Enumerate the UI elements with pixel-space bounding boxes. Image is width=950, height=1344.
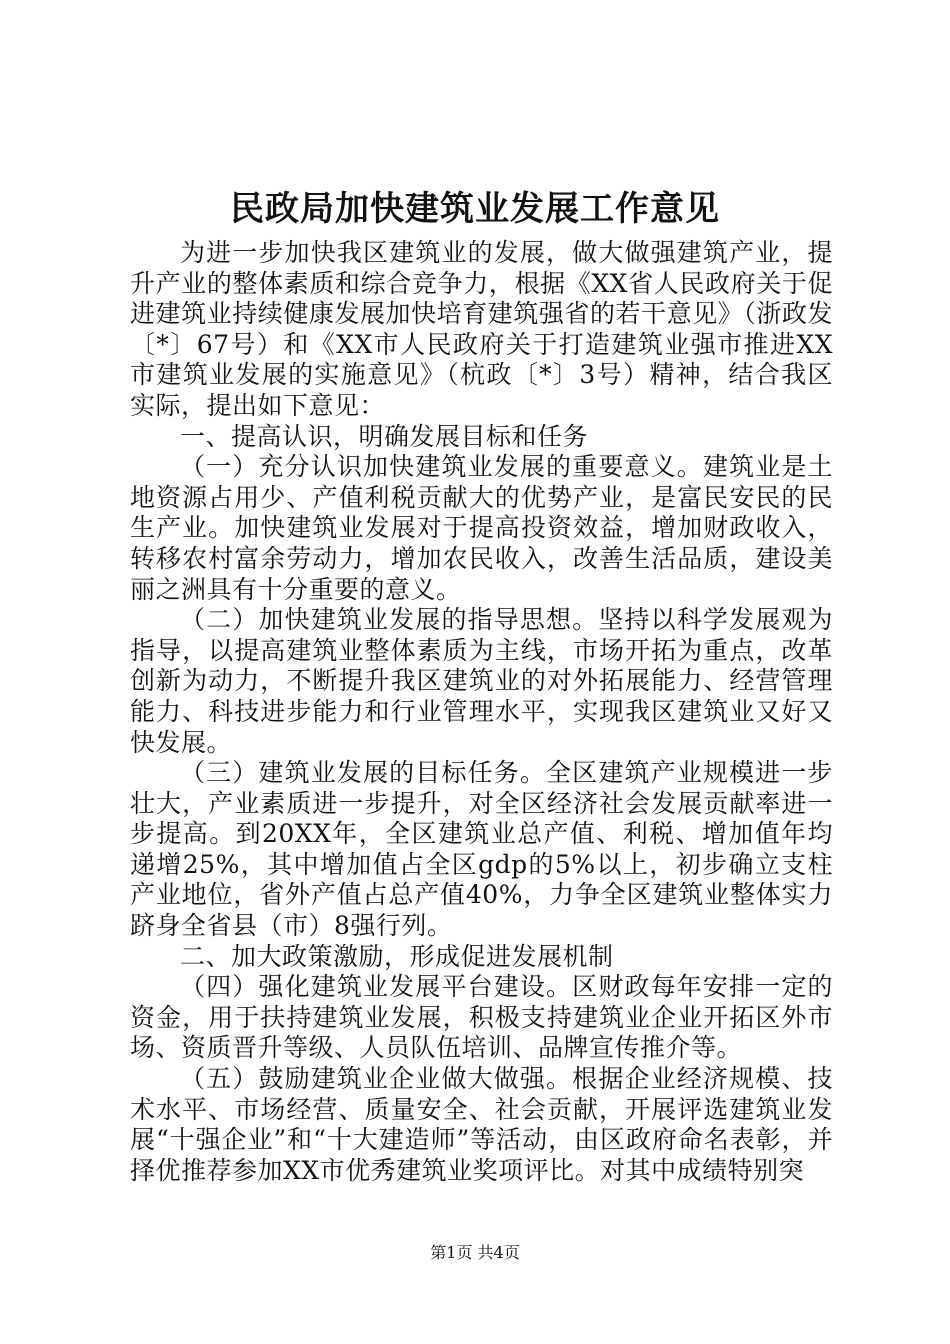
- body-paragraph: （三）建筑业发展的目标任务。全区建筑产业规模进一步壮大，产业素质进一步提升，对全区经济社会发展贡献率进一步提高。到20XX年，全区建筑业总产值、利税、增加值年均递增25%，其中增加值占全区gdp的5%以上，初步确立支柱产业地位，省外产值占总产值40%，力争全区建筑业整体实力跻身全省县（市）8强行列。: [130, 758, 833, 941]
- section-heading: 一、提高认识，明确发展目标和任务: [180, 421, 589, 451]
- body-paragraph: （二）加快建筑业发展的指导思想。坚持以科学发展观为指导，以提高建筑业整体素质为主线，市场开拓为重点，改革创新为动力，不断提升我区建筑业的对外拓展能力、经营管理能力、科技进步能力和行业管理水平，实现我区建筑业又好又快发展。: [130, 605, 833, 757]
- body-paragraph: （四）强化建筑业发展平台建设。区财政每年安排一定的资金，用于扶持建筑业发展，积极支持建筑业企业开拓区外市场、资质晋升等级、人员队伍培训、品牌宣传推介等。: [130, 972, 833, 1063]
- document-title: 民政局加快建筑业发展工作意见: [230, 189, 720, 229]
- body-paragraph: 为进一步加快我区建筑业的发展，做大做强建筑产业，提升产业的整体素质和综合竞争力，根据《XX省人民政府关于促进建筑业持续健康发展加快培育建筑强省的若干意见》（浙政发〔*〕67号）和《XX市人民政府关于打造建筑业强市推进XX市建筑业发展的实施意见》（杭政〔*〕3号）精神，结合我区实际，提出如下意见：: [130, 238, 833, 420]
- body-paragraph: （一）充分认识加快建筑业发展的重要意义。建筑业是土地资源占用少、产值利税贡献大的优势产业，是富民安民的民生产业。加快建筑业发展对于提高投资效益，增加财政收入，转移农村富余劳动力，增加农民收入，改善生活品质，建设美丽之洲具有十分重要的意义。: [130, 452, 833, 604]
- page-footer: 第1页 共4页: [430, 1243, 520, 1262]
- section-heading: 二、加大政策激励，形成促进发展机制: [180, 941, 614, 971]
- body-paragraph: （五）鼓励建筑业企业做大做强。根据企业经济规模、技术水平、市场经营、质量安全、社会贡献，开展评选建筑业发展“十强企业”和“十大建造师”等活动，由区政府命名表彰，并择优推荐参加XX市优秀建筑业奖项评比。对其中成绩特别突: [130, 1064, 833, 1185]
- document-body: [130, 238, 833, 1186]
